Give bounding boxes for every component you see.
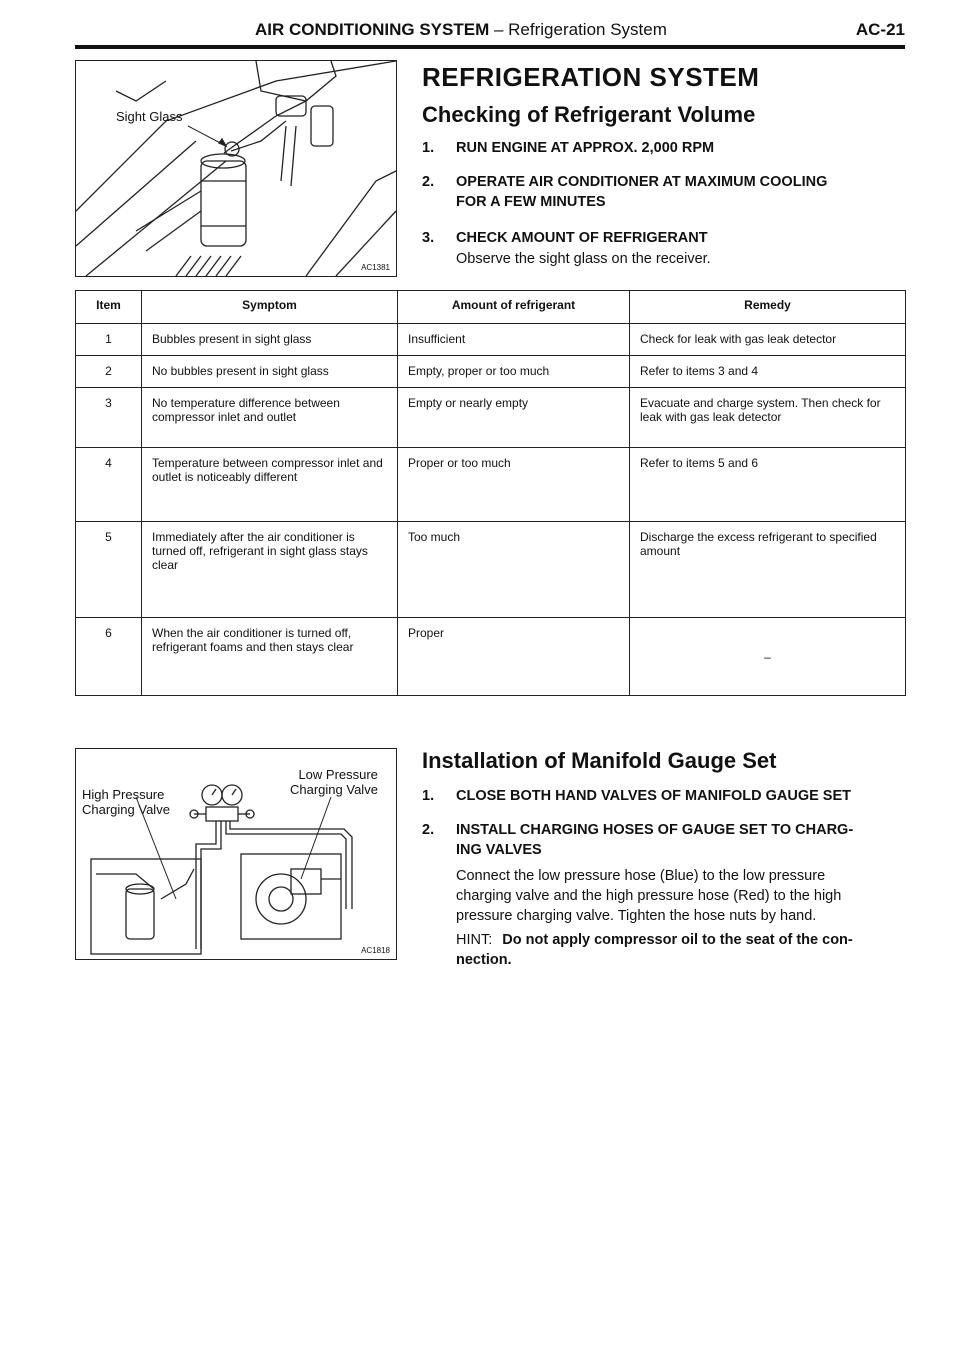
cell-amount: Proper or too much [398, 448, 630, 522]
cell-item: 3 [76, 388, 142, 448]
cell-remedy: Refer to items 3 and 4 [630, 356, 906, 388]
cell-remedy: Evacuate and charge system. Then check for leak with gas leak detector [630, 388, 906, 448]
install-step-2 [422, 820, 912, 860]
table-row [76, 522, 906, 618]
cell-remedy: Refer to items 5 and 6 [630, 448, 906, 522]
high-pressure-label-line1: High Pressure [82, 787, 165, 802]
table-row [76, 356, 906, 388]
cell-item: 2 [76, 356, 142, 388]
section-subtitle: Checking of Refrigerant Volume [422, 102, 756, 127]
step-number: 1. [422, 140, 435, 156]
manifold-gauge-figure [75, 748, 397, 960]
figure1-id: AC1381 [361, 263, 390, 272]
header-title [255, 20, 667, 40]
step-number: 2. [422, 174, 435, 190]
header-title-main: AIR CONDITIONING SYSTEM [255, 20, 490, 39]
high-pressure-label [82, 787, 170, 817]
table-row [76, 388, 906, 448]
symptom-table [75, 290, 906, 696]
step-text: INSTALL CHARGING HOSES OF GAUGE SET TO CHARG- [456, 822, 854, 838]
step-number: 2. [422, 822, 435, 838]
page-number: AC-21 [855, 20, 905, 39]
section-title: REFRIGERATION SYSTEM [422, 62, 760, 92]
sight-glass-illustration [76, 61, 396, 276]
cell-remedy: Check for leak with gas leak detector [630, 324, 906, 356]
high-pressure-label-line2: Charging Valve [82, 802, 170, 817]
col-header-amount: Amount of refrigerant [398, 291, 630, 324]
table-row [76, 324, 906, 356]
install-step-1 [422, 786, 912, 806]
body-line: Connect the low pressure hose (Blue) to the low pressure [456, 868, 826, 884]
step-text: CLOSE BOTH HAND VALVES OF MANIFOLD GAUGE SET [456, 788, 851, 804]
cell-amount: Empty or nearly empty [398, 388, 630, 448]
low-pressure-label-line1: Low Pressure [298, 767, 378, 782]
cell-remedy: Discharge the excess refrigerant to specified amount [630, 522, 906, 618]
step-text: CHECK AMOUNT OF REFRIGERANT [456, 230, 708, 246]
col-header-item: Item [76, 291, 142, 324]
cell-item: 4 [76, 448, 142, 522]
step-number: 3. [422, 230, 435, 246]
table-row [76, 448, 906, 522]
step-3 [422, 228, 912, 248]
step-1 [422, 138, 912, 158]
header-title-sub: – Refrigeration System [493, 20, 667, 39]
cell-amount: Too much [398, 522, 630, 618]
hint-block [456, 930, 916, 970]
step-text: OPERATE AIR CONDITIONER AT MAXIMUM COOLING [456, 174, 828, 190]
header-rule [75, 45, 905, 49]
step-3-body: Observe the sight glass on the receiver. [456, 251, 711, 267]
cell-item: 1 [76, 324, 142, 356]
table-row [76, 618, 906, 696]
installation-body [456, 866, 841, 926]
cell-symptom: When the air conditioner is turned off, refrigerant foams and then stays clear [142, 618, 398, 696]
col-header-symptom: Symptom [142, 291, 398, 324]
table-header-row [76, 291, 906, 324]
cell-symptom: Immediately after the air conditioner is turned off, refrigerant in sight glass stays clear [142, 522, 398, 618]
hint-text: Do not apply compressor oil to the seat of the con- [502, 932, 853, 948]
body-line: charging valve and the high pressure hose (Red) to the high [456, 888, 842, 904]
figure2-id: AC1818 [361, 946, 390, 955]
step-text: RUN ENGINE AT APPROX. 2,000 RPM [456, 140, 715, 156]
cell-symptom: No temperature difference between compressor inlet and outlet [142, 388, 398, 448]
col-header-remedy: Remedy [630, 291, 906, 324]
cell-remedy: – [630, 618, 906, 696]
step-number: 1. [422, 788, 435, 804]
cell-amount: Proper [398, 618, 630, 696]
step-text-cont: ING VALVES [456, 842, 542, 858]
hint-text-cont: nection. [456, 952, 512, 968]
low-pressure-label [290, 767, 378, 797]
cell-symptom: No bubbles present in sight glass [142, 356, 398, 388]
cell-item: 6 [76, 618, 142, 696]
sight-glass-label: Sight Glass [116, 109, 183, 124]
step-2 [422, 172, 912, 212]
body-line: pressure charging valve. Tighten the hose nuts by hand. [456, 908, 817, 924]
cell-symptom: Bubbles present in sight glass [142, 324, 398, 356]
cell-amount: Insufficient [398, 324, 630, 356]
hint-label: HINT: [456, 932, 493, 948]
low-pressure-label-line2: Charging Valve [290, 782, 378, 797]
step-text-cont: FOR A FEW MINUTES [456, 194, 606, 210]
cell-item: 5 [76, 522, 142, 618]
installation-title: Installation of Manifold Gauge Set [422, 748, 777, 773]
page-header [75, 18, 905, 44]
sight-glass-figure [75, 60, 397, 277]
cell-symptom: Temperature between compressor inlet and outlet is noticeably different [142, 448, 398, 522]
cell-amount: Empty, proper or too much [398, 356, 630, 388]
